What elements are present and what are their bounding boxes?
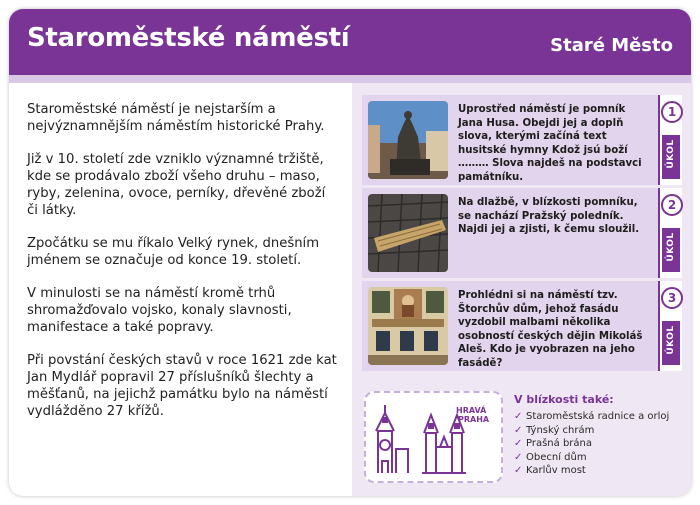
intro-paragraph: Zpočátku se mu říkalo Velký rynek, dnešním jménem se označuje od konce 19. století. [27,236,320,268]
task-marker [658,95,682,185]
task-label-tab [662,321,680,365]
prague-meridian-plaque-photo [368,194,448,272]
task-number: 1 [661,101,683,123]
nearby-heading: V blízkosti také: [514,393,614,406]
logo-text-line-1: HRAVÁ [456,406,487,415]
task-text: Prohlédni si na náměstí tzv. Štorchův dům, jehož fasádu vyzdobil malbami několika osobností českých dějin Mikoláš Aleš. Kdo je vyobrazen na jeho fasádě? [458,290,643,369]
task-label: ÚKOL [666,325,676,355]
checkmark-icon: ✓ [514,465,523,476]
nearby-item-label: Týnský chrám [526,424,595,436]
list-item [514,410,684,424]
header-bar [9,9,691,75]
task-card [362,95,682,185]
checkmark-icon: ✓ [514,438,523,449]
task-number: 3 [661,287,683,309]
checkmark-icon: ✓ [514,451,523,463]
nearby-item-label: Obecní dům [526,451,587,463]
task-label-tab [662,228,680,272]
task-text: Na dlažbě, v blízkosti pomníku, se nachází Pražský poledník. Najdi jej a zjisti, k čemu sloužil. [458,197,640,235]
task-label-tab [662,135,680,179]
logo-text-line-2: PRAHA [458,415,490,424]
checkmark-icon: ✓ [514,411,523,422]
storch-house-facade-photo [368,287,448,365]
activity-card [9,9,691,496]
checkmark-icon: ✓ [514,424,523,436]
intro-paragraph: Při povstání českých stavů v roce 1621 zde kat Jan Mydlář popravil 27 příslušníků šlechty a měšťanů, na jejichž památku bylo na náměstí vydlážděno 27 křížů. [27,353,337,419]
list-item [514,424,684,438]
list-item [514,437,684,451]
task-label: ÚKOL [666,232,676,262]
page-title: Staroměstské náměstí [27,23,350,53]
task-marker [658,188,682,278]
jan-hus-monument-photo [368,101,448,179]
task-text: Uprostřed náměstí je pomník Jana Husa. Obejdi jej a doplň slova, kterými začíná text husitské hymny Kdož jsú boží ……… Slova najdeš na podstavci památníku. [458,104,642,183]
tasks-panel [352,83,691,496]
list-item [514,464,684,478]
task-marker [658,281,682,371]
list-item [514,451,684,465]
task-card [362,188,682,278]
nearby-item-label: Staroměstská radnice a orloj [526,411,670,422]
task-card [362,281,682,371]
intro-paragraph: Staroměstské náměstí je nejstarším a nejvýznamnějším náměstím historické Prahy. [27,102,325,134]
hrava-praha-logo-illustration [364,391,503,483]
intro-paragraph: Již v 10. století zde vzniklo významné tržiště, kde se prodávalo zboží všeho druhu – maso, ryby, zelenina, ovoce, perníky, dřevěné zboží či látky. [27,152,326,218]
nearby-item-label: Karlův most [526,465,586,476]
district-label: Staré Město [550,35,673,56]
intro-paragraph: V minulosti se na náměstí kromě trhů shromažďovalo vojsko, konaly slavnosti, manifestace a také popravy. [27,286,292,335]
task-label: ÚKOL [666,139,676,169]
intro-text [27,101,339,436]
task-number: 2 [661,194,683,216]
nearby-item-label: Prašná brána [526,438,593,449]
nearby-list [514,393,684,478]
header-divider [9,75,691,83]
